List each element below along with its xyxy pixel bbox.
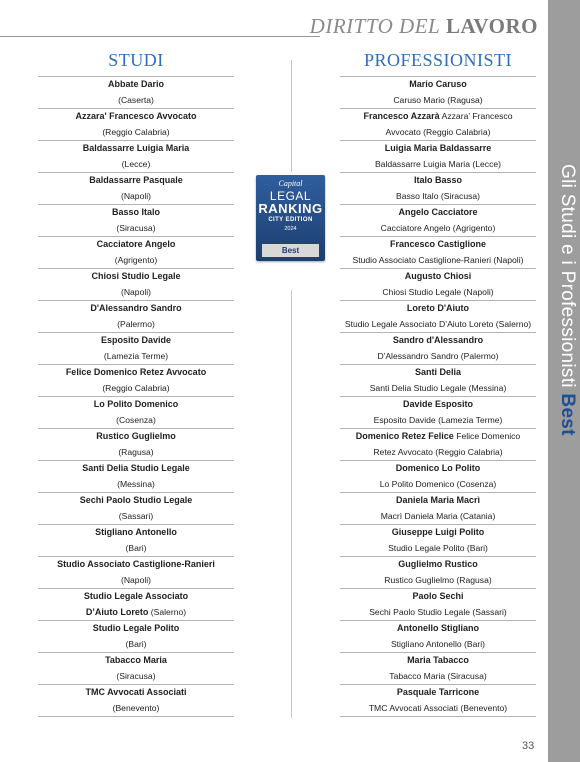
sidebar-caption [550, 164, 578, 464]
page-number: 33 [522, 740, 535, 752]
professionista-firm: D'Alessandro Sandro (Palermo) [377, 350, 499, 361]
header-rule [0, 36, 320, 37]
studi-entry [38, 301, 234, 333]
studi-name: Sechi Paolo Studio Legale [79, 495, 193, 505]
sidebar-caption-text: Gli Studi e i Professionisti [557, 164, 578, 388]
section-title [310, 14, 538, 39]
badge-line1: LEGAL [269, 189, 312, 203]
studi-name-part2: D’Aiuto Loreto [85, 606, 149, 617]
professionista-name: Sandro d'Alessandro [392, 335, 484, 345]
professionista-entry [340, 621, 536, 653]
studi-city: (Napoli) [120, 190, 152, 201]
professionista-entry [340, 653, 536, 685]
studi-name: Studio Legale Associato [83, 591, 189, 601]
studi-name: Tabacco Maria [105, 655, 167, 665]
professionista-firm: TMC Avvocati Associati (Benevento) [368, 702, 508, 713]
professionista-name: Luigia Maria Baldassarre [384, 143, 492, 153]
professionista-firm: Avvocato (Reggio Calabria) [385, 126, 491, 137]
studi-entry [38, 77, 234, 109]
professionista-name-line [340, 429, 536, 445]
professionista-firm: Cacciatore Angelo (Agrigento) [380, 222, 496, 233]
professionista-name: Guglielmo Rustico [398, 559, 478, 569]
studi-entry [38, 493, 234, 525]
studi-city: (Bari) [125, 542, 147, 553]
studi-name: Felice Domenico Retez Avvocato [65, 367, 207, 377]
studi-entry [38, 269, 234, 301]
professionista-firm: Tabacco Maria (Siracusa) [389, 670, 487, 681]
professionista-firm-inline: Azzara' Francesco [441, 111, 513, 121]
professionista-entry [340, 365, 536, 397]
studi-name: Baldassarre Pasquale [89, 175, 183, 185]
studi-city: (Bari) [125, 638, 147, 649]
studi-heading: STUDI [108, 50, 164, 70]
professionista-name: Loreto D'Aiuto [406, 303, 470, 313]
professionista-firm: Santi Delia Studio Legale (Messina) [369, 382, 507, 393]
studi-entry [38, 397, 234, 429]
column-divider-top [291, 60, 292, 172]
studi-city: (Agrigento) [114, 254, 158, 265]
studi-list [38, 76, 234, 717]
studi-city: (Siracusa) [116, 222, 156, 233]
sidebar-band [548, 0, 580, 762]
professionista-entry [340, 333, 536, 365]
professionista-firm: Sechi Paolo Studio Legale (Sassari) [369, 606, 507, 617]
studi-name: Santi Delia Studio Legale [82, 463, 190, 473]
professionista-firm: Stigliano Antonello (Bari) [390, 638, 486, 649]
professionista-entry [340, 77, 536, 109]
professionista-entry [340, 461, 536, 493]
studi-entry [38, 333, 234, 365]
studi-city: (Ragusa) [118, 446, 154, 457]
studi-entry [38, 589, 234, 621]
professionista-entry [340, 109, 536, 141]
professionista-firm: Retez Avvocato (Reggio Calabria) [373, 446, 503, 457]
studi-entry [38, 557, 234, 589]
professionista-name: Maria Tabacco [407, 655, 469, 665]
professionista-entry [340, 429, 536, 461]
professionista-name: Antonello Stigliano [397, 623, 479, 633]
professionista-entry [340, 685, 536, 717]
studi-name: Baldassarre Luigia Maria [82, 143, 190, 153]
section-title-part2: LAVORO [445, 14, 538, 38]
studi-city: (Reggio Calabria) [102, 382, 170, 393]
studi-city: (Salerno) [150, 606, 187, 617]
studi-entry [38, 365, 234, 397]
studi-city: (Palermo) [117, 318, 155, 329]
studi-entry [38, 685, 234, 717]
professionista-name: Francesco Azzarà [363, 111, 440, 121]
professionisti-heading: PROFESSIONISTI [363, 50, 513, 70]
studi-name: Chiosi Studio Legale [91, 271, 181, 281]
professionista-name: Domenico Lo Polito [395, 463, 481, 473]
studi-entry [38, 621, 234, 653]
legal-ranking-badge [256, 175, 325, 261]
page-header [0, 14, 548, 38]
professionista-name: Daniela Maria Macrì [395, 495, 481, 505]
studi-city: (Lecce) [121, 158, 151, 169]
badge-brand: Capital [278, 179, 303, 188]
professionista-name: Angelo Cacciatore [398, 207, 478, 217]
studi-name: Esposito Davide [100, 335, 172, 345]
professionista-entry [340, 269, 536, 301]
professionista-entry [340, 141, 536, 173]
studi-name: Cacciatore Angelo [96, 239, 176, 249]
studi-name: Studio Associato Castiglione-Ranieri [57, 559, 215, 569]
studi-entry [38, 109, 234, 141]
professionista-entry [340, 397, 536, 429]
badge-line2: RANKING [258, 201, 323, 216]
professionista-name: Pasquale Tarricone [396, 687, 480, 697]
professionista-firm: Macrì Daniela Maria (Catania) [380, 510, 496, 521]
studi-name: Rustico Guglielmo [96, 431, 176, 441]
professionista-name: Santi Delia [414, 367, 461, 377]
studi-entry [38, 525, 234, 557]
studi-city: (Napoli) [120, 286, 152, 297]
studi-city: (Siracusa) [116, 670, 156, 681]
professionista-entry [340, 173, 536, 205]
studi-entry [38, 461, 234, 493]
professionista-entry [340, 205, 536, 237]
studi-city: (Napoli) [120, 574, 152, 585]
studi-name: Stigliano Antonello [95, 527, 177, 537]
professionista-firm: Caruso Mario (Ragusa) [393, 94, 483, 105]
professionista-name: Giuseppe Luigi Polito [391, 527, 485, 537]
professionista-name: Paolo Sechi [412, 591, 464, 601]
professionista-firm: Esposito Davide (Lamezia Terme) [373, 414, 503, 425]
studi-name: Basso Italo [111, 207, 160, 217]
professionista-name: Mario Caruso [409, 79, 467, 89]
studi-city: (Messina) [117, 478, 155, 489]
studi-entry [38, 173, 234, 205]
professionista-firm: Rustico Guglielmo (Ragusa) [384, 574, 492, 585]
studi-entry [38, 237, 234, 269]
studi-name: TMC Avvocati Associati [85, 687, 187, 697]
professionista-name: Augusto Chiosi [404, 271, 472, 281]
professionista-name-line [340, 109, 536, 125]
studi-name: Lo Polito Domenico [93, 399, 179, 409]
professionista-entry [340, 557, 536, 589]
studi-name: Studio Legale Polito [92, 623, 180, 633]
studi-name: D'Alessandro Sandro [90, 303, 182, 313]
professionista-firm: Lo Polito Domenico (Cosenza) [379, 478, 497, 489]
studi-entry [38, 205, 234, 237]
studi-entry [38, 141, 234, 173]
professionista-firm: Chiosi Studio Legale (Napoli) [382, 286, 494, 297]
studi-city: (Caserta) [118, 94, 154, 105]
professionista-firm-inline: Felice Domenico [456, 431, 521, 441]
badge-edition: CITY EDITION [268, 217, 313, 223]
professionista-firm: Studio Associato Castiglione-Ranieri (Napoli) [352, 254, 524, 265]
studi-name: Azzara' Francesco Avvocato [75, 111, 197, 121]
professionista-name: Domenico Retez Felice [355, 431, 454, 441]
studi-name-line2 [38, 605, 234, 621]
professionista-firm: Studio Legale Polito (Bari) [388, 542, 488, 553]
studi-city: (Lamezia Terme) [103, 350, 169, 361]
professionisti-list [340, 76, 536, 717]
studi-city: (Sassari) [118, 510, 154, 521]
professionista-name: Davide Esposito [402, 399, 474, 409]
professionista-firm: Baldassarre Luigia Maria (Lecce) [374, 158, 502, 169]
studi-name: Abbate Dario [107, 79, 164, 89]
professionista-entry [340, 237, 536, 269]
professionista-firm: Studio Legale Associato D’Aiuto Loreto (Salerno) [344, 318, 532, 329]
studi-entry [38, 653, 234, 685]
badge-best: Best [262, 244, 319, 257]
studi-city: (Cosenza) [116, 414, 156, 425]
studi-city: (Reggio Calabria) [102, 126, 170, 137]
professionista-entry [340, 301, 536, 333]
professionista-entry [340, 525, 536, 557]
sidebar-caption-highlight: Best [557, 393, 578, 436]
professionista-name: Italo Basso [413, 175, 462, 185]
section-title-part1: DIRITTO DEL [309, 14, 441, 38]
professionista-firm: Basso Italo (Siracusa) [395, 190, 481, 201]
badge-year: 2024 [284, 226, 297, 232]
professionista-entry [340, 493, 536, 525]
professionista-entry [340, 589, 536, 621]
studi-city: (Benevento) [112, 702, 160, 713]
studi-entry [38, 429, 234, 461]
professionista-name: Francesco Castiglione [389, 239, 487, 249]
column-divider-bottom [291, 290, 292, 718]
